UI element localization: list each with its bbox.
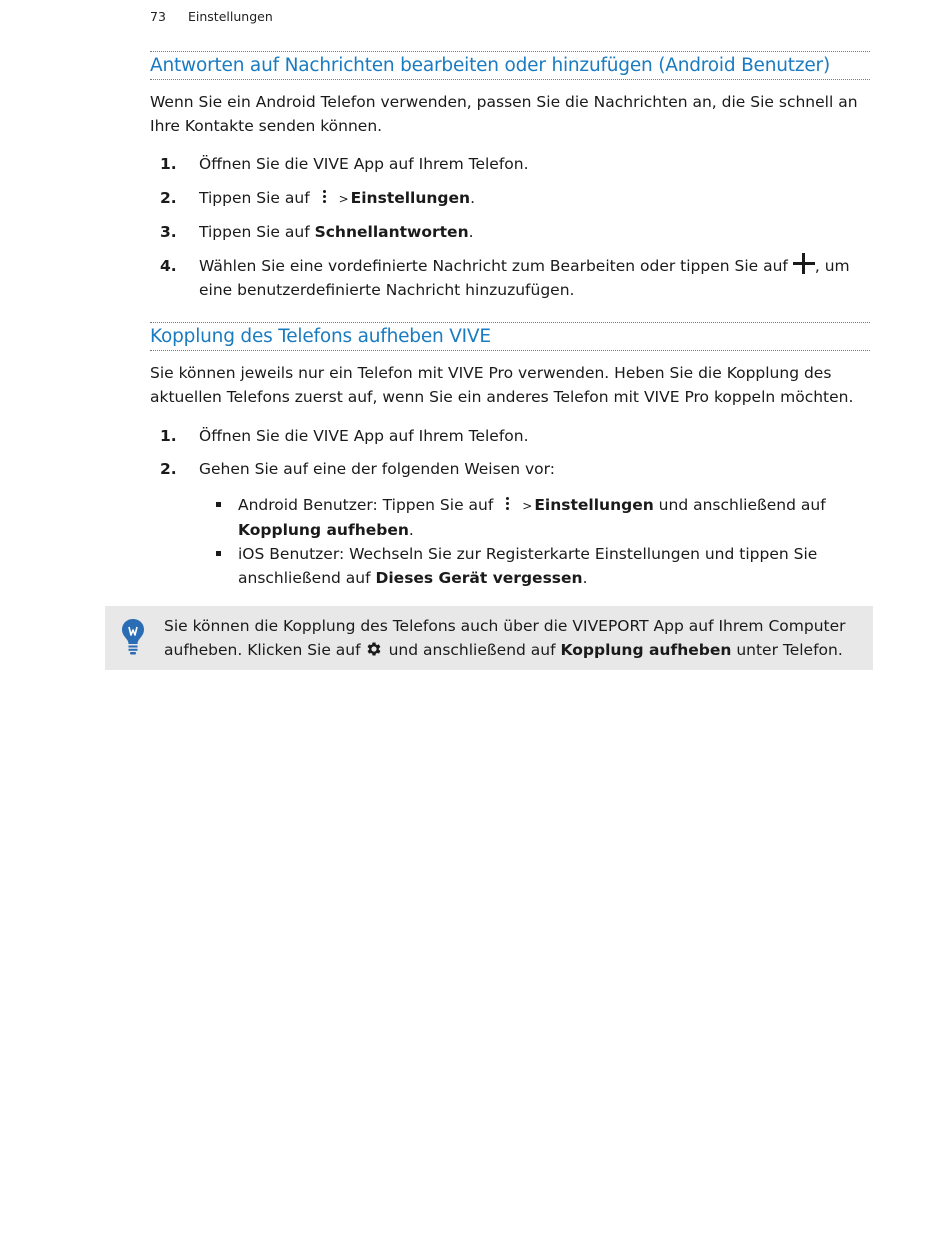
- step-text-post: .: [468, 223, 474, 241]
- bullet-text-post: .: [408, 521, 414, 539]
- bullet-marker: [216, 502, 221, 507]
- section-heading-quick-replies: Antworten auf Nachrichten bearbeiten oder hinzufügen (Android Benutzer): [150, 51, 870, 80]
- step-text-pre: Tippen Sie auf: [199, 223, 315, 241]
- bullet-bold-1: Einstellungen: [534, 496, 654, 514]
- step-text-post: .: [470, 189, 476, 207]
- tip-bold: Kopplung aufheben: [560, 641, 732, 659]
- page-header: [150, 9, 273, 24]
- step-text: [199, 254, 869, 302]
- more-vert-icon: [315, 190, 335, 204]
- step-number: 4.: [160, 257, 177, 275]
- tip-text-pre: Sie können die Kopplung des Telefons auch über die VIVEPORT App auf Ihrem Computer aufheben. Klicken Sie auf: [164, 617, 846, 659]
- step-text-bold: Einstellungen: [350, 189, 471, 207]
- step-number: 2.: [160, 460, 177, 478]
- step-text-post: , um eine benutzerdefinierte Nachricht hinzuzufügen.: [199, 257, 850, 299]
- lightbulb-icon: [121, 618, 145, 656]
- tip-text-post: unter Telefon.: [731, 641, 843, 659]
- bullet-text-pre: Android Benutzer: Tippen Sie auf: [238, 496, 494, 514]
- page-number: 73: [150, 9, 166, 24]
- tip-text: [164, 614, 864, 662]
- plus-icon: [793, 254, 815, 274]
- step-text: [199, 186, 869, 211]
- bullet-bold: Dieses Gerät vergessen: [375, 569, 583, 587]
- step-number: 2.: [160, 189, 177, 207]
- gear-icon: [365, 640, 383, 658]
- bullet-text-pre: iOS Benutzer: Wechseln Sie zur Registerkarte Einstellungen und tippen Sie anschließend auf: [238, 545, 818, 587]
- separator: >: [522, 499, 533, 513]
- separator: >: [338, 192, 349, 206]
- section1-intro: Wenn Sie ein Android Telefon verwenden, passen Sie die Nachrichten an, die Sie schnell an Ihre Kontakte senden können.: [150, 93, 858, 135]
- tip-text-mid: und anschließend auf: [388, 641, 561, 659]
- bullet-text-mid: und anschließend auf: [653, 496, 826, 514]
- step-text: [199, 220, 869, 244]
- step-number: 1.: [160, 427, 177, 445]
- bullet-text: [238, 542, 848, 590]
- step-number: 3.: [160, 223, 177, 241]
- step-text: Öffnen Sie die VIVE App auf Ihrem Telefon.: [199, 427, 529, 445]
- bullet-text-post: .: [582, 569, 588, 587]
- bullet-bold-2: Kopplung aufheben: [238, 521, 409, 539]
- step-text-pre: Tippen Sie auf: [199, 189, 310, 207]
- step-number: 1.: [160, 155, 177, 173]
- bullet-marker: [216, 551, 221, 556]
- bullet-text: [238, 493, 848, 542]
- section-heading-unpair: Kopplung des Telefons aufheben VIVE: [150, 322, 870, 351]
- step-text-pre: Wählen Sie eine vordefinierte Nachricht zum Bearbeiten oder tippen Sie auf: [199, 257, 788, 275]
- more-vert-icon: [498, 497, 518, 511]
- step-text-bold: Schnellantworten: [314, 223, 469, 241]
- step-text: Gehen Sie auf eine der folgenden Weisen vor:: [199, 460, 555, 478]
- chapter-title: Einstellungen: [188, 9, 273, 24]
- tip-box: [105, 606, 873, 670]
- section2-intro: Sie können jeweils nur ein Telefon mit VIVE Pro verwenden. Heben Sie die Kopplung des aktuellen Telefons zuerst auf, wenn Sie ein anderes Telefon mit VIVE Pro koppeln möchten.: [150, 364, 854, 406]
- step-text: Öffnen Sie die VIVE App auf Ihrem Telefon.: [199, 155, 529, 173]
